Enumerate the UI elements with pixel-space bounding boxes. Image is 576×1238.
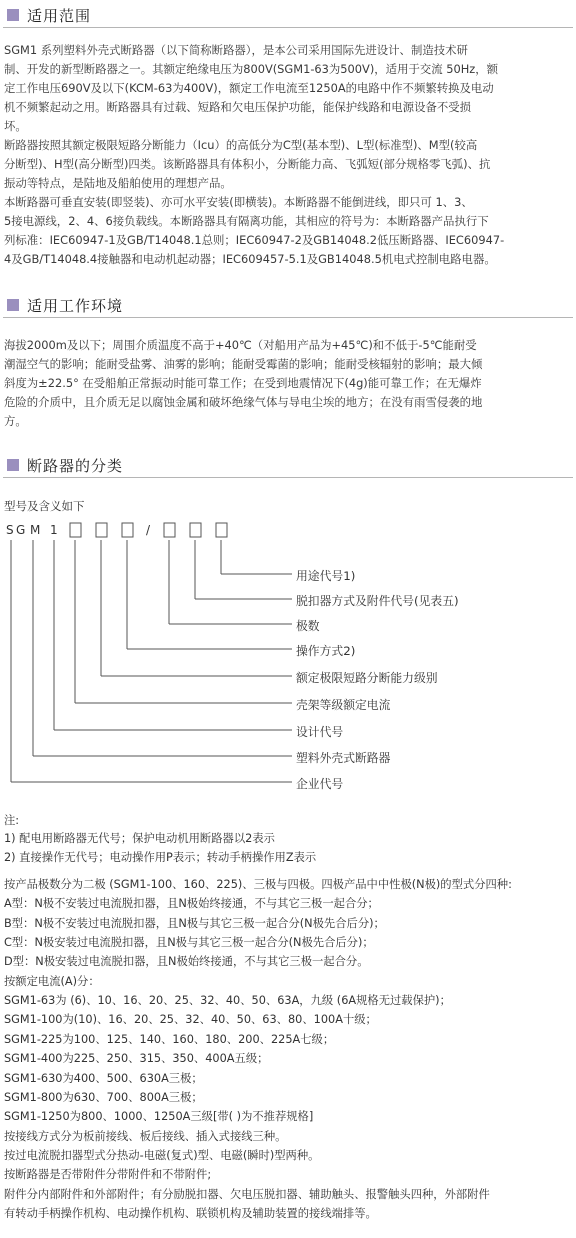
- code-char-1: 1: [50, 523, 58, 537]
- detail-line: 附件分内部附件和外部附件；有分励脱扣器、欠电压脱扣器、辅助触头、报警触头四种，外部附件: [4, 1188, 490, 1201]
- detail-line: 有转动手柄操作机构、电动操作机构、联锁机构及辅助装置的接线端排等。: [4, 1207, 377, 1220]
- code-box: [70, 523, 81, 537]
- label-operation: 操作方式2): [296, 644, 356, 658]
- note-item: 2) 直接操作无代号；电动操作用P表示；转动手柄操作用Z表示: [4, 851, 317, 864]
- paragraph-line: 断路器按照其额定极限短路分断能力（Icu）的高低分为C型(基本型)、L型(标准型)、M型(较高: [4, 138, 478, 152]
- section-header-environment: [3, 294, 573, 318]
- section-title-environment: 适用工作环境: [27, 297, 124, 315]
- code-box: [216, 523, 227, 537]
- model-code-diagram: [0, 510, 576, 800]
- paragraph-line: 列标准：IEC60947-1及GB/T14048.1总则；IEC60947-2及GB14048.2低压断路器、IEC60947-: [4, 233, 505, 247]
- paragraph-line: 本断路器可垂直安装(即竖装)、亦可水平安装(即横装)。本断路器不能倒进线，即只可 1、3、: [4, 195, 473, 209]
- paragraph-line: 海拔2000m及以下；周围介质温度不高于+40℃（对船用产品为+45℃)和不低于-5℃能耐受: [4, 338, 477, 352]
- paragraph-line: SGM1 系列塑料外壳式断路器（以下简称断路器），是本公司采用国际先进设计、制造技术研: [4, 43, 468, 57]
- label-usage-code: 用途代号1): [296, 569, 356, 583]
- label-release-code: 脱扣器方式及附件代号(见表五): [296, 594, 459, 608]
- paragraph-line: 4及GB/T14048.4接触器和电动机起动器；IEC609457-5.1及GB14048.5机电式控制电路电器。: [4, 252, 496, 266]
- section-marker-icon: [7, 9, 19, 21]
- detail-line: A型：N极不安装过电流脱扣器，且N极始终接通，不与其它三极一起合分；: [4, 897, 379, 910]
- label-mccb: 塑料外壳式断路器: [296, 751, 391, 765]
- section-title-scope: 适用范围: [27, 7, 92, 25]
- section-header-classification: [3, 454, 573, 478]
- detail-line: 按产品极数分为二极 (SGM1-100、160、225)、三极与四极。四极产品中中性极(N极)的型式分四种:: [4, 878, 512, 891]
- paragraph-line: 潮湿空气的影响；能耐受盐雾、油雾的影响；能耐受霉菌的影响；能耐受核辐射的影响；最大倾: [4, 357, 483, 371]
- detail-line: 按额定电流(A)分：: [4, 975, 100, 988]
- code-char-g: G: [16, 523, 26, 537]
- detail-line: SGM1-630为400、500、630A三极；: [4, 1072, 203, 1085]
- label-enterprise-code: 企业代号: [296, 777, 344, 791]
- detail-line: SGM1-400为225、250、315、350、400A五级；: [4, 1052, 269, 1065]
- code-box: [96, 523, 107, 537]
- paragraph-line: 危险的介质中，且介质无足以腐蚀金属和破坏绝缘气体与导电尘埃的地方；在没有雨雪侵袭的地: [4, 395, 483, 409]
- paragraph-line: 5接电源线，2、4、6接负载线。本断路器具有隔离功能，其相应的符号为：本断路器产品执行下: [4, 214, 489, 228]
- detail-line: B型：N极不安装过电流脱扣器，且N极与其它三极一起合分(N极先合后分)；: [4, 917, 385, 930]
- label-design-code: 设计代号: [296, 725, 344, 739]
- detail-line: SGM1-63为 (6)、10、16、20、25、32、40、50、63A，九级 (6A规格无过载保护)；: [4, 994, 451, 1007]
- code-char-m: M: [30, 523, 41, 537]
- detail-line: 按过电流脱扣器型式分热动-电磁(复式)型、电磁(瞬时)型两种。: [4, 1149, 320, 1162]
- detail-line: 按断路器是否带附件分带附件和不带附件;: [4, 1168, 212, 1181]
- section-header-scope: [3, 4, 573, 28]
- detail-line: 按接线方式分为板前接线、板后接线、插入式接线三种。: [4, 1130, 287, 1143]
- detail-line: SGM1-100为(10)、16、20、25、32、40、50、63、80、100A十级；: [4, 1013, 377, 1026]
- paragraph-line: 分断型)、H型(高分断型)四类。该断路器具有体积小，分断能力高、飞弧短(部分规格零飞弧)、抗: [4, 157, 491, 171]
- paragraph-line: 制、开发的新型断路器之一。其额定绝缘电压为800V(SGM1-63为500V)，适用于交流 50Hz，额: [4, 62, 499, 76]
- code-box: [190, 523, 201, 537]
- note-item: 1) 配电用断路器无代号；保护电动机用断路器以2表示: [4, 832, 275, 845]
- section-title-classification: 断路器的分类: [27, 457, 124, 475]
- paragraph-line: 机不频繁起动之用。断路器具有过载、短路和欠电压保护功能，能保护线路和电源设备不受损: [4, 100, 472, 114]
- detail-line: C型：N极安装过电流脱扣器，且N极与其它三极一起合分(N极先合后分)；: [4, 936, 374, 949]
- label-poles: 极数: [296, 619, 320, 633]
- code-box: [164, 523, 175, 537]
- scope-paragraph: [4, 41, 570, 269]
- detail-line: SGM1-225为100、125、140、160、180、200、225A七级；: [4, 1033, 335, 1046]
- code-box: [122, 523, 133, 537]
- code-slash: /: [146, 523, 151, 537]
- detail-line: SGM1-1250为800、1000、1250A三级[带( )为不推荐规格]: [4, 1110, 314, 1123]
- paragraph-line: 斜度为±22.5° 在受船舶正常振动时能可靠工作；在受到地震情况下(4g)能可靠工作；在无爆炸: [4, 376, 482, 390]
- environment-paragraph: [4, 336, 570, 431]
- note-heading: 注:: [4, 814, 20, 827]
- paragraph-line: 定工作电压690V及以下(KCM-63为400V)，额定工作电流至1250A的电路中作不频繁转换及电动: [4, 81, 494, 95]
- section-marker-icon: [7, 299, 19, 311]
- label-breaking-capacity: 额定极限短路分断能力级别: [296, 671, 438, 685]
- detail-line: D型：N极安装过电流脱扣器，且N极始终接通，不与其它三极一起合分。: [4, 955, 369, 968]
- detail-line: SGM1-800为630、700、800A三极；: [4, 1091, 203, 1104]
- section-marker-icon: [7, 459, 19, 471]
- label-frame-current: 壳架等级额定电流: [296, 698, 391, 712]
- paragraph-line: 振动等特点，是陆地及船舶使用的理想产品。: [4, 176, 232, 190]
- code-char-s: S: [6, 523, 14, 537]
- model-code-lines: [0, 510, 576, 800]
- paragraph-line: 方。: [4, 414, 27, 428]
- paragraph-line: 坏。: [4, 119, 27, 133]
- model-label: 型号及含义如下: [4, 499, 85, 513]
